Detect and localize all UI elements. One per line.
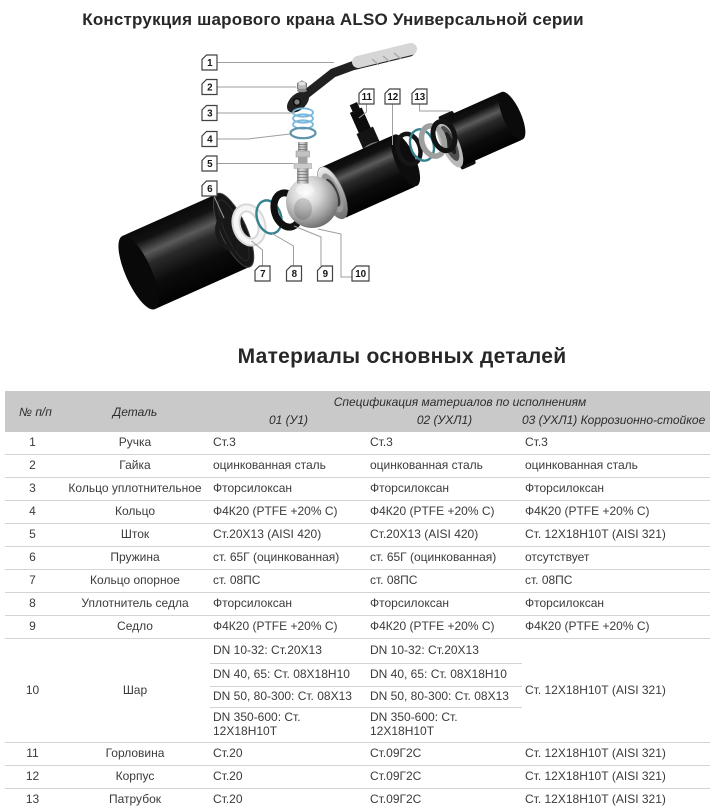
material-01: Ст.3 xyxy=(213,435,236,450)
callout-5 xyxy=(202,156,217,171)
material-02: ст. 65Г (оцинкованная) xyxy=(370,550,497,565)
material-01: DN 350-600: Ст. 12Х18Н10Т xyxy=(213,710,301,738)
material-02: DN 50, 80-300: Ст. 08Х13 xyxy=(370,688,509,703)
o-rings-illustration xyxy=(291,108,316,138)
material-01: Ст.20 xyxy=(213,746,243,761)
table-row xyxy=(5,593,710,616)
part-name: Ручка xyxy=(118,435,152,450)
nut-illustration xyxy=(297,81,307,92)
table-row xyxy=(5,616,710,639)
material-01: Ф4К20 (PTFE +20% C) xyxy=(213,504,338,519)
callout-4 xyxy=(202,132,217,147)
material-01: Ст.20 xyxy=(213,792,243,807)
column-header-spec: Спецификация материалов по исполнениям xyxy=(333,395,587,409)
svg-text:11: 11 xyxy=(361,91,372,103)
sub-row xyxy=(210,687,522,708)
material-01: DN 40, 65: Ст. 08Х18Н10 xyxy=(213,667,350,682)
material-03: Ф4К20 (PTFE +20% C) xyxy=(525,504,650,519)
row-number: 11 xyxy=(26,746,39,761)
material-02: Ст.3 xyxy=(370,435,393,450)
pipe-right-illustration xyxy=(430,86,532,174)
part-name: Гайка xyxy=(119,458,151,473)
material-02: Ст.09Г2С xyxy=(370,769,422,784)
part-name: Шар xyxy=(122,682,148,697)
table-header xyxy=(5,391,710,432)
part-name: Шток xyxy=(120,527,150,542)
svg-text:6: 6 xyxy=(207,183,213,195)
part-name: Кольцо уплотнительное xyxy=(68,481,202,496)
part-name: Патрубок xyxy=(108,792,161,807)
column-header-detail: Деталь xyxy=(112,404,158,419)
column-header-03: 03 (УХЛ1) Коррозионно-стойкое xyxy=(522,413,706,427)
row-number: 12 xyxy=(25,769,40,784)
material-03: оцинкованная сталь xyxy=(525,458,638,473)
material-03: Ст. 12Х18Н10Т (AISI 321) xyxy=(525,527,666,542)
material-02: Фторсилоксан xyxy=(370,481,450,496)
part-name: Пружина xyxy=(110,550,160,565)
svg-text:4: 4 xyxy=(207,134,213,146)
material-03: ст. 08ПС xyxy=(525,573,573,588)
material-01: Ф4К20 (PTFE +20% C) xyxy=(213,619,338,634)
material-01: Ст.20Х13 (AISI 420) xyxy=(213,527,322,542)
material-01: ст. 08ПС xyxy=(213,573,261,588)
materials-table xyxy=(5,391,710,811)
row-number: 2 xyxy=(29,458,36,473)
svg-text:9: 9 xyxy=(322,268,329,280)
svg-text:7: 7 xyxy=(260,268,266,280)
row-number: 5 xyxy=(29,527,36,542)
part-name: Кольцо опорное xyxy=(90,573,180,588)
seat-seal-ring xyxy=(252,197,285,237)
row-number: 7 xyxy=(29,573,36,588)
row-number: 9 xyxy=(29,619,36,634)
column-header-num: № п/п xyxy=(19,404,52,419)
svg-text:8: 8 xyxy=(291,268,298,280)
material-02: Ст.09Г2С xyxy=(370,746,422,761)
callout-10 xyxy=(352,266,369,281)
column-header-01: 01 (У1) xyxy=(268,413,309,427)
part-name: Кольцо xyxy=(114,504,156,519)
exploded-diagram xyxy=(0,0,710,340)
sub-row xyxy=(210,708,522,742)
row-number: 8 xyxy=(29,596,36,611)
callout-3 xyxy=(202,106,217,121)
row-number: 4 xyxy=(29,504,36,519)
sub-row xyxy=(210,664,522,686)
table-row xyxy=(5,789,710,811)
material-02: DN 40, 65: Ст. 08Х18Н10 xyxy=(370,667,507,682)
callout-13 xyxy=(412,89,427,104)
row-number: 1 xyxy=(29,435,36,450)
svg-text:3: 3 xyxy=(207,108,213,120)
material-03: Ст. 12Х18Н10Т (AISI 321) xyxy=(525,769,666,784)
material-02: Ф4К20 (PTFE +20% C) xyxy=(370,619,495,634)
part-name: Седло xyxy=(117,619,153,634)
material-02: Ф4К20 (PTFE +20% C) xyxy=(370,504,495,519)
column-header-02: 02 (УХЛ1) xyxy=(416,413,473,427)
svg-text:1: 1 xyxy=(207,57,213,69)
callout-8 xyxy=(287,266,302,281)
callout-7 xyxy=(255,266,270,281)
material-02: Ст.09Г2С xyxy=(370,792,422,807)
table-row xyxy=(5,524,710,547)
material-02: Фторсилоксан xyxy=(370,596,450,611)
table-row xyxy=(5,432,710,455)
table-row xyxy=(5,743,710,766)
callout-2 xyxy=(202,80,217,95)
callout-1 xyxy=(202,55,217,70)
row-number: 13 xyxy=(25,792,40,807)
material-02: DN 10-32: Ст.20Х13 xyxy=(370,643,479,658)
svg-text:10: 10 xyxy=(355,268,367,280)
material-01: DN 50, 80-300: Ст. 08Х13 xyxy=(213,688,352,703)
part-name: Корпус xyxy=(115,769,155,784)
material-03: отсутствует xyxy=(525,550,590,565)
material-01: Ст.20 xyxy=(213,769,243,784)
part-name: Уплотнитель седла xyxy=(81,596,189,611)
material-01: Фторсилоксан xyxy=(213,596,293,611)
material-01: ст. 65Г (оцинкованная) xyxy=(213,550,340,565)
table-row xyxy=(5,766,710,789)
table-row xyxy=(5,455,710,478)
material-03: Ст. 12Х18Н10Т (AISI 321) xyxy=(525,792,666,807)
material-02: DN 350-600: Ст. 12Х18Н10Т xyxy=(370,710,458,738)
table-row-ball xyxy=(5,639,710,743)
material-01: Фторсилоксан xyxy=(213,481,293,496)
row-number: 3 xyxy=(29,481,36,496)
ball-material-subtable xyxy=(210,639,522,742)
material-02: Ст.20Х13 (AISI 420) xyxy=(370,527,479,542)
material-02: оцинкованная сталь xyxy=(370,458,483,473)
table-row xyxy=(5,547,710,570)
svg-text:5: 5 xyxy=(207,158,213,170)
svg-text:13: 13 xyxy=(414,91,426,103)
svg-text:2: 2 xyxy=(207,82,213,94)
callout-6 xyxy=(202,181,217,196)
callout-9 xyxy=(318,266,333,281)
svg-text:12: 12 xyxy=(387,91,399,103)
material-02: ст. 08ПС xyxy=(370,573,418,588)
page-title: Конструкция шарового крана ALSO Универсальной серии xyxy=(82,10,584,29)
row-number: 6 xyxy=(29,550,36,565)
callout-11 xyxy=(359,89,374,104)
material-03: Ст. 12Х18Н10Т (AISI 321) xyxy=(525,746,666,761)
material-01: оцинкованная сталь xyxy=(213,458,326,473)
material-03: Ф4К20 (PTFE +20% C) xyxy=(525,619,650,634)
material-01: DN 10-32: Ст.20Х13 xyxy=(213,643,322,658)
material-03: Ст.3 xyxy=(525,435,548,450)
material-03: Фторсилоксан xyxy=(525,596,605,611)
table-row xyxy=(5,501,710,524)
sub-row xyxy=(210,639,522,664)
row-number: 10 xyxy=(25,682,40,697)
table-title: Материалы основных деталей xyxy=(237,345,567,368)
table-row xyxy=(5,570,710,593)
table-row xyxy=(5,478,710,501)
material-03: Ст. 12Х18Н10Т (AISI 321) xyxy=(525,682,666,697)
callout-12 xyxy=(385,89,400,104)
material-03: Фторсилоксан xyxy=(525,481,605,496)
part-name: Горловина xyxy=(105,746,165,761)
ball-illustration xyxy=(286,176,338,228)
